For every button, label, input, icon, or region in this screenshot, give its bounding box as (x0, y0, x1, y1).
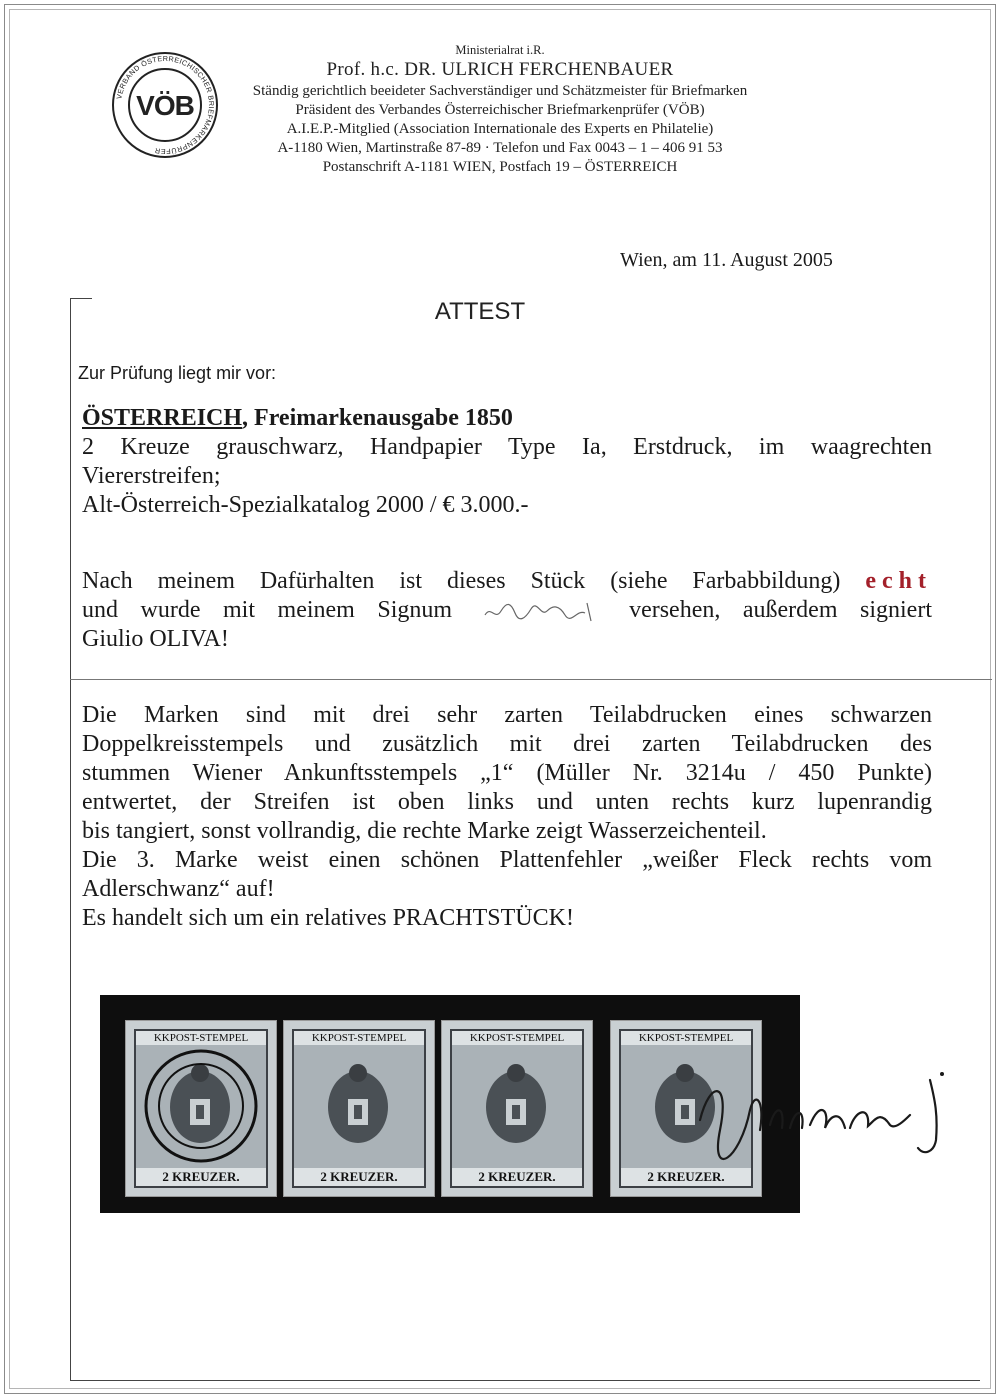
stamp-top-label: KKPOST-STEMPEL (621, 1031, 751, 1045)
item-line-2: Viererstreifen; (82, 463, 221, 489)
condition-description (82, 701, 932, 933)
double-eagle-icon (472, 1059, 560, 1151)
letterhead-line-5: Postanschrift A-1181 WIEN, Postfach 19 – ÖSTERREICH (322, 159, 678, 175)
letterhead-line-1: Ständig gerichtlich beeideter Sachverständiger und Schätzmeister für Briefmarken (252, 83, 748, 99)
stamp-1 (125, 1020, 277, 1197)
opinion-line-1 (82, 567, 932, 596)
letterhead-line-2: Präsident des Verbandes Österreichischer Briefmarkenprüfer (VÖB) (295, 102, 705, 118)
description-line-6: Die 3. Marke weist einen schönen Plattenfehler „weißer Fleck rechts vom (82, 847, 932, 873)
voeb-seal-logo (110, 50, 220, 160)
description-line-1: Die Marken sind mit drei sehr zarten Teilabdrucken eines schwarzen (82, 702, 932, 728)
document-title: ATTEST (434, 298, 526, 325)
fold-mark-top (70, 298, 92, 299)
item-issue: , Freimarkenausgabe 1850 (242, 405, 513, 431)
svg-text:VÖB: VÖB (136, 90, 194, 121)
double-eagle-icon (314, 1059, 402, 1151)
stamp-bottom-label: 2 KREUZER. (294, 1168, 424, 1186)
letterhead-line-3: A.I.E.P.-Mitglied (Association Internationale des Experts en Philatelie) (286, 121, 714, 137)
item-country: ÖSTERREICH (82, 405, 243, 431)
stamp-bottom-label: 2 KREUZER. (621, 1168, 751, 1186)
item-line-1: 2 Kreuze grauschwarz, Handpapier Type Ia, Erstdruck, im waagrechten (82, 434, 932, 460)
cancellation-circle-icon (136, 1041, 266, 1171)
opinion-line-3: Giulio OLIVA! (82, 626, 229, 653)
item-description (82, 404, 932, 520)
verdict-echt: echt (865, 568, 932, 594)
stamp-top-label: KKPOST-STEMPEL (136, 1031, 266, 1045)
description-line-3: stummen Wiener Ankunftsstempels „1“ (Müller Nr. 3214u / 450 Punkte) (82, 760, 932, 786)
description-line-7: Adlerschwanz“ auf! (82, 876, 275, 902)
signum-signature (481, 597, 601, 625)
opinion-paragraph (82, 567, 932, 654)
fold-line (70, 679, 992, 680)
letterhead (220, 42, 780, 177)
letterhead-line-4: A-1180 Wien, Martinstraße 87-89 · Telefon und Fax 0043 – 1 – 406 91 53 (277, 140, 723, 156)
description-line-2: Doppelkreisstempels und zusätzlich mit drei zarten Teilabdrucken des (82, 731, 932, 757)
opinion-line-2-post: versehen, außerdem signiert (629, 597, 932, 623)
fold-mark-bottom (70, 1380, 980, 1381)
stamp-top-label: KKPOST-STEMPEL (452, 1031, 582, 1045)
item-heading (82, 404, 932, 433)
stamp-2 (283, 1020, 435, 1197)
stamp-bottom-label: 2 KREUZER. (452, 1168, 582, 1186)
fold-mark-vertical (70, 298, 71, 1380)
item-line-3: Alt-Österreich-Spezialkatalog 2000 / € 3.000.- (82, 492, 529, 518)
description-line-5: bis tangiert, sonst vollrandig, die rechte Marke zeigt Wasserzeichenteil. (82, 818, 767, 844)
letterhead-rank: Ministerialrat i.R. (455, 43, 545, 57)
opinion-line-2-pre: und wurde mit meinem Signum (82, 597, 453, 623)
letterhead-name: Prof. h.c. DR. ULRICH FERCHENBAUER (326, 59, 674, 80)
svg-text:VERBAND ÖSTERREICHISCHER BRIEF: VERBAND ÖSTERREICHISCHER BRIEFMARKENPRÜFER (114, 53, 217, 157)
stamp-top-label: KKPOST-STEMPEL (294, 1031, 424, 1045)
expert-signature (680, 1060, 980, 1170)
opinion-line-2 (82, 596, 932, 625)
document-date: Wien, am 11. August 2005 (620, 249, 833, 271)
description-line-8: Es handelt sich um ein relatives PRACHTSTÜCK! (82, 905, 574, 931)
intro-text: Zur Prüfung liegt mir vor: (78, 363, 277, 383)
description-line-4: entwertet, der Streifen ist oben links und unten rechts kurz lupenrandig (82, 789, 932, 815)
stamp-bottom-label: 2 KREUZER. (136, 1168, 266, 1186)
opinion-line-1-text: Nach meinem Dafürhalten ist dieses Stück (siehe Farbabbildung) (82, 568, 866, 594)
stamp-3 (441, 1020, 593, 1197)
